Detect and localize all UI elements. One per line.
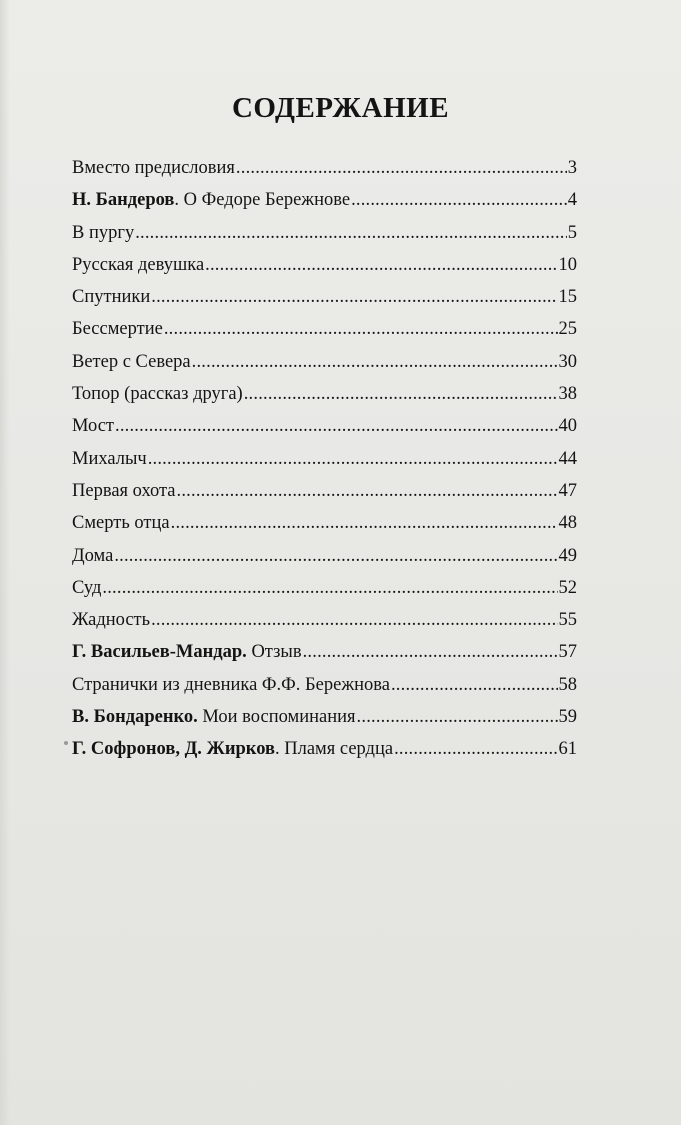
toc-entry-title: Ветер с Севера — [72, 351, 191, 372]
toc-entry-title: Жадность — [72, 610, 151, 631]
toc-entry — [72, 378, 577, 410]
toc-entry-title: Спутники — [72, 287, 151, 308]
dot-leader — [205, 249, 557, 281]
paper-speck — [64, 741, 68, 745]
toc-entry-label — [72, 636, 302, 668]
toc-entry-page: 40 — [558, 416, 577, 437]
toc-entry — [72, 733, 577, 765]
toc-entry-page: 49 — [558, 545, 577, 566]
toc-entry-page: 38 — [558, 384, 577, 405]
dot-leader — [135, 217, 567, 249]
toc-entry-title: . Пламя сердца — [275, 739, 394, 760]
toc-entry-label — [72, 410, 114, 442]
toc-entry-title: Михалыч — [72, 448, 147, 469]
page-title: СОДЕРЖАНИЕ — [231, 92, 450, 124]
toc-entry-title: Русская девушка — [72, 254, 205, 275]
toc-entry — [72, 410, 577, 442]
dot-leader — [148, 443, 558, 475]
toc-entry-label — [72, 378, 243, 410]
toc-entry-title: . О Федоре Бережнове — [174, 190, 351, 211]
dot-leader — [177, 475, 558, 507]
toc-entry-label — [72, 249, 204, 281]
toc-entry-title: Суд — [72, 577, 102, 598]
dot-leader — [192, 346, 558, 378]
toc-entry-author: Г. Васильев-Мандар. — [72, 642, 247, 663]
toc-entry-page: 10 — [558, 254, 577, 275]
toc-entry-label — [72, 184, 350, 216]
toc-entry-title: Вместо предисловия — [72, 158, 235, 178]
toc-entry-page: 30 — [558, 351, 577, 372]
toc-entry-page: 4 — [567, 190, 577, 211]
dot-leader — [391, 669, 558, 701]
toc-entry-title: Странички из дневника Ф.Ф. Бережнова — [72, 674, 390, 695]
dot-leader — [114, 540, 557, 572]
dot-leader — [151, 604, 557, 636]
toc-entry — [72, 604, 577, 636]
toc-entry-label — [72, 313, 163, 345]
toc-entry-label — [72, 701, 356, 733]
toc-entry — [72, 701, 577, 733]
toc-entry-title: Бессмертие — [72, 319, 163, 340]
toc-entry-title: Дома — [72, 545, 114, 566]
toc-entry-title: Первая охота — [72, 480, 176, 501]
table-of-contents — [72, 152, 577, 766]
toc-entry — [72, 313, 577, 345]
toc-entry-page: 48 — [558, 513, 577, 534]
toc-entry-label — [72, 281, 150, 313]
toc-entry-author: В. Бондаренко. — [72, 707, 198, 728]
toc-entry-label — [72, 346, 191, 378]
toc-entry-page: 58 — [558, 674, 577, 695]
toc-entry — [72, 636, 577, 668]
toc-entry-page: 55 — [558, 610, 577, 631]
toc-entry — [72, 346, 577, 378]
dot-leader — [351, 184, 567, 216]
toc-entry-label — [72, 507, 170, 539]
toc-entry-page: 5 — [567, 222, 577, 243]
toc-entry-page: 57 — [558, 642, 577, 663]
dot-leader — [394, 733, 557, 765]
toc-entry-label — [72, 217, 134, 249]
dot-leader — [357, 701, 558, 733]
toc-entry — [72, 540, 577, 572]
toc-entry-label — [72, 152, 235, 184]
toc-entry-label — [72, 443, 147, 475]
toc-entry-author: Г. Софронов, Д. Жирков — [72, 739, 275, 760]
toc-entry-label — [72, 733, 393, 765]
toc-entry-page: 3 — [567, 158, 577, 178]
dot-leader — [244, 378, 558, 410]
page-edge-shadow — [0, 0, 10, 1125]
toc-entry — [72, 572, 577, 604]
toc-entry-title: Смерть отца — [72, 513, 170, 534]
toc-entry — [72, 217, 577, 249]
toc-entry — [72, 443, 577, 475]
toc-entry-title: Отзыв — [246, 642, 302, 663]
dot-leader — [236, 152, 567, 184]
toc-entry-label — [72, 475, 176, 507]
toc-entry-label — [72, 572, 101, 604]
dot-leader — [303, 636, 558, 668]
toc-entry — [72, 507, 577, 539]
toc-entry-author: Н. Бандеров — [72, 190, 175, 211]
dot-leader — [151, 281, 557, 313]
toc-entry-label — [72, 669, 390, 701]
toc-entry-page: 59 — [558, 707, 577, 728]
toc-entry — [72, 152, 577, 184]
toc-entry-page: 25 — [558, 319, 577, 340]
toc-entry — [72, 184, 577, 216]
dot-leader — [115, 410, 558, 442]
toc-entry-page: 47 — [558, 480, 577, 501]
toc-entry-label — [72, 540, 113, 572]
toc-entry-page: 44 — [558, 448, 577, 469]
toc-entry-page: 52 — [558, 577, 577, 598]
dot-leader — [171, 507, 558, 539]
toc-entry-title: Топор (рассказ друга) — [72, 384, 243, 405]
toc-entry — [72, 669, 577, 701]
toc-entry-label — [72, 604, 150, 636]
toc-entry-page: 61 — [558, 739, 577, 760]
dot-leader — [164, 313, 558, 345]
toc-entry-title: В пургу — [72, 222, 135, 243]
dot-leader — [102, 572, 557, 604]
toc-entry-title: Мои воспоминания — [197, 707, 356, 728]
toc-entry-title: Мост — [72, 416, 114, 437]
toc-entry-page: 15 — [558, 287, 577, 308]
toc-entry — [72, 475, 577, 507]
toc-entry — [72, 281, 577, 313]
toc-entry — [72, 249, 577, 281]
